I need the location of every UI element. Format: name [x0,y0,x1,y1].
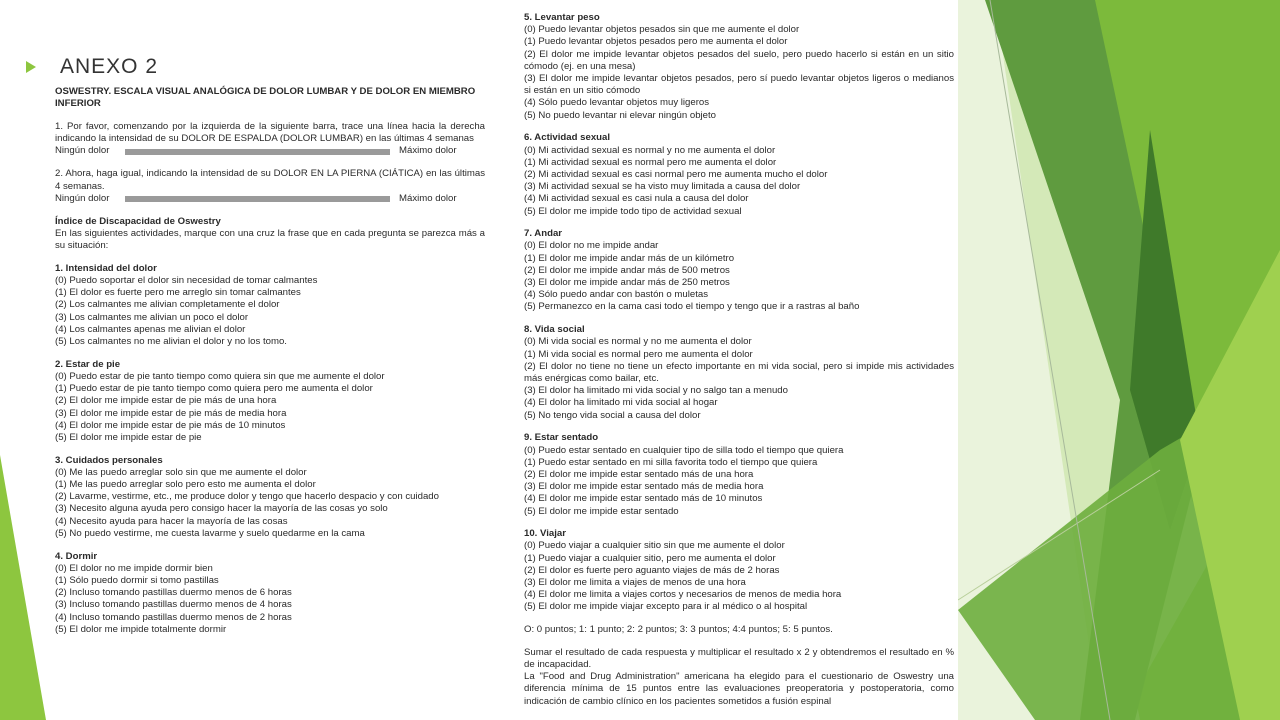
leg-scale-bar[interactable] [125,196,390,202]
back-pain-scale [55,145,485,158]
option-item[interactable]: (1) Mi actividad sexual es normal pero me aumenta el dolor [524,156,777,168]
section-cuidados-personales [55,455,485,540]
option-item[interactable]: (5) No puedo levantar ni elevar ningún objeto [524,109,717,121]
question-2-text: 2. Ahora, haga igual, indicando la intensidad de su DOLOR EN LA PIERNA (CIÁTICA) en las últimas 4 semanas. [55,168,485,192]
leg-scale-min-label: Ningún dolor [55,192,110,204]
option-item[interactable]: (1) Sólo puedo dormir si tomo pastillas [55,575,219,586]
section-dormir [55,551,485,636]
option-item[interactable]: (2) El dolor me impide estar de pie más de una hora [55,395,277,407]
section-title: 3. Cuidados personales [55,454,163,466]
option-item[interactable]: (3) Los calmantes me alivian un poco el dolor [55,311,249,323]
section-andar [524,228,954,313]
option-item[interactable]: (2) El dolor no tiene no tiene un efecto importante en mi vida social, pero si impide mis actividades más enérgicas como bailar, etc. [524,360,954,384]
option-item[interactable]: (1) El dolor me impide andar más de un kilómetro [524,252,735,264]
back-scale-bar[interactable] [125,149,390,155]
option-item[interactable]: (2) El dolor me impide andar más de 500 metros [524,264,730,276]
option-item[interactable]: (3) El dolor me limita a viajes de menos de una hora [524,577,746,589]
option-item[interactable]: (0) Puedo viajar a cualquier sitio sin que me aumente el dolor [524,540,785,552]
option-item[interactable]: (0) Me las puedo arreglar solo sin que me aumente el dolor [55,466,307,478]
leg-scale-max-label: Máximo dolor [399,192,457,204]
section-title: 9. Estar sentado [524,432,599,444]
index-title: Índice de Discapacidad de Oswestry [55,215,221,227]
option-item[interactable]: (2) Lavarme, vestirme, etc., me produce dolor y tengo que hacerlo despacio y con cuidado [55,491,439,503]
option-item[interactable]: (4) Los calmantes apenas me alivian el dolor [55,323,246,335]
option-item[interactable]: (4) Mi actividad sexual es casi nula a causa del dolor [524,193,749,205]
option-item[interactable]: (1) Puedo estar de pie tanto tiempo como quiera pero me aumenta el dolor [55,383,373,395]
option-item[interactable]: (1) Puedo viajar a cualquier sitio, pero me aumenta el dolor [524,552,776,564]
left-green-wedge [0,455,46,720]
option-item[interactable]: (0) Puedo estar sentado en cualquier tipo de silla todo el tiempo que quiera [524,444,844,456]
option-item[interactable]: (5) El dolor me impide todo tipo de actividad sexual [524,205,742,217]
back-scale-max-label: Máximo dolor [399,145,457,157]
section-title: 4. Dormir [55,550,98,562]
left-column [55,86,485,647]
fda-note: La "Food and Drug Administration" americana ha elegido para el cuestionario de Oswestry una diferencia mínima de 15 puntos entre las evaluaciones preoperatoria y postoperatoria, como indicación de cambio clínico en los pacientes sometidos a fusión espinal [524,671,954,707]
option-item[interactable]: (3) El dolor me impide andar más de 250 metros [524,277,730,289]
section-actividad-sexual [524,132,954,217]
option-item[interactable]: (0) Mi vida social es normal y no me aumenta el dolor [524,336,752,348]
right-column [524,12,954,708]
scoring-instructions: Sumar el resultado de cada respuesta y multiplicar el resultado x 2 y obtendremos el resultado en % de incapacidad. [524,646,954,671]
section-intensidad [55,263,485,348]
option-item[interactable]: (0) El dolor no me impide andar [524,240,659,252]
document-title: OSWESTRY. ESCALA VISUAL ANALÓGICA DE DOLOR LUMBAR Y DE DOLOR EN MIEMBRO INFERIOR [55,86,476,110]
section-title: 6. Actividad sexual [524,132,611,144]
option-item[interactable]: (5) Permanezco en la cama casi todo el tiempo y tengo que ir a rastras al baño [524,301,860,313]
option-item[interactable]: (0) Puedo soportar el dolor sin necesidad de tomar calmantes [55,275,318,287]
option-item[interactable]: (2) El dolor me impide estar sentado más de una hora [524,468,754,480]
option-item[interactable]: (2) El dolor me impide levantar objetos pesados del suelo, pero puedo hacerlo si están en un sitio cómodo (ej. en una mesa) [524,48,954,72]
option-item[interactable]: (1) Mi vida social es normal pero me aumenta el dolor [524,348,753,360]
option-item[interactable]: (2) Los calmantes me alivian completamente el dolor [55,299,280,311]
option-item[interactable]: (5) No puedo vestirme, me cuesta lavarme y suelo quedarme en la cama [55,527,365,539]
option-item[interactable]: (1) El dolor es fuerte pero me arreglo sin tomar calmantes [55,287,301,299]
option-item[interactable]: (3) Mi actividad sexual se ha visto muy limitada a causa del dolor [524,181,801,193]
option-item[interactable]: (1) Puedo estar sentado en mi silla favorita todo el tiempo que quiera [524,456,818,468]
option-item[interactable]: (5) El dolor me impide totalmente dormir [55,623,227,635]
option-item[interactable]: (5) No tengo vida social a causa del dolor [524,409,701,421]
option-item[interactable]: (3) Incluso tomando pastillas duermo menos de 4 horas [55,599,292,611]
slide-title-row [26,55,158,79]
section-title: 10. Viajar [524,528,566,540]
section-title: 7. Andar [524,228,563,240]
option-item[interactable]: (0) Puedo estar de pie tanto tiempo como quiera sin que me aumente el dolor [55,370,385,382]
option-item[interactable]: (4) Sólo puedo levantar objetos muy ligeros [524,97,710,109]
leg-pain-scale [55,193,485,206]
section-title: 5. Levantar peso [524,12,600,23]
section-estar-sentado [524,432,954,517]
option-item[interactable]: (5) El dolor me impide estar sentado [524,505,679,517]
triangle-bullet-icon [26,61,36,73]
option-item[interactable]: (3) El dolor me impide estar sentado más de media hora [524,481,764,493]
index-intro: En las siguientes actividades, marque con una cruz la frase que en cada pregunta se parezca más a su situación: [55,227,485,252]
option-item[interactable]: (4) El dolor me impide estar de pie más de 10 minutos [55,419,286,431]
option-item[interactable]: (5) El dolor me impide estar de pie [55,431,202,443]
option-item[interactable]: (4) Necesito ayuda para hacer la mayoría de las cosas [55,515,288,527]
scoring-legend: O: 0 puntos; 1: 1 punto; 2: 2 puntos; 3: 3 puntos; 4:4 puntos; 5: 5 puntos. [524,624,833,636]
section-title: 2. Estar de pie [55,358,121,370]
option-item[interactable]: (4) Sólo puedo andar con bastón o muletas [524,289,709,301]
section-title: 8. Vida social [524,324,585,336]
section-levantar-peso [524,12,954,122]
option-item[interactable]: (1) Puedo levantar objetos pesados pero me aumenta el dolor [524,36,788,48]
option-item[interactable]: (0) Puedo levantar objetos pesados sin que me aumente el dolor [524,24,800,36]
back-scale-min-label: Ningún dolor [55,145,110,157]
option-item[interactable]: (3) El dolor me impide levantar objetos pesados, pero sí puedo levantar objetos ligeros o medianos si están en un sitio cómodo [524,73,954,97]
section-viajar [524,528,954,613]
option-item[interactable]: (4) Incluso tomando pastillas duermo menos de 2 horas [55,611,292,623]
option-item[interactable]: (0) Mi actividad sexual es normal y no me aumenta el dolor [524,144,776,156]
section-vida-social [524,324,954,422]
option-item[interactable]: (4) El dolor me limita a viajes cortos y necesarios de menos de media hora [524,589,842,601]
section-estar-de-pie [55,359,485,444]
option-item[interactable]: (2) El dolor es fuerte pero aguanto viajes de más de 2 horas [524,564,780,576]
section-title: 1. Intensidad del dolor [55,262,157,274]
question-1-text: 1. Por favor, comenzando por la izquierda de la siguiente barra, trace una línea hacia la derecha indicando la intensidad de su DOLOR DE ESPALDA (DOLOR LUMBAR) en las últimas 4 semanas [55,120,485,145]
option-item[interactable]: (2) Mi actividad sexual es casi normal pero me aumenta mucho el dolor [524,168,828,180]
option-item[interactable]: (5) Los calmantes no me alivian el dolor y no los tomo. [55,336,287,348]
option-item[interactable]: (3) El dolor ha limitado mi vida social y no salgo tan a menudo [524,385,788,397]
option-item[interactable]: (3) Necesito alguna ayuda pero consigo hacer la mayoría de las cosas yo solo [55,503,388,515]
option-item[interactable]: (5) El dolor me impide viajar excepto para ir al médico o al hospital [524,601,808,613]
option-item[interactable]: (2) Incluso tomando pastillas duermo menos de 6 horas [55,587,292,599]
slide-title: ANEXO 2 [60,55,159,78]
option-item[interactable]: (1) Me las puedo arreglar solo pero esto me aumenta el dolor [55,479,316,491]
option-item[interactable]: (4) El dolor me impide estar sentado más de 10 minutos [524,493,763,505]
option-item[interactable]: (4) El dolor ha limitado mi vida social al hogar [524,397,718,409]
option-item[interactable]: (3) El dolor me impide estar de pie más de media hora [55,407,287,419]
option-item[interactable]: (0) El dolor no me impide dormir bien [55,562,213,574]
